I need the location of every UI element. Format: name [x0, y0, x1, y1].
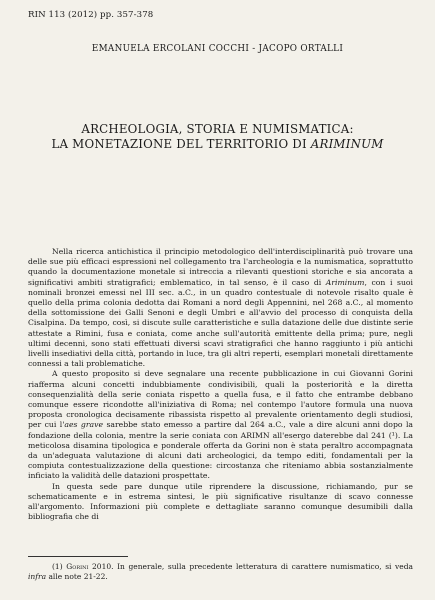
footnote-part-a: 2010. In generale, sulla precedente letteratura di carattere numismatico, si veda [88, 562, 413, 571]
title-line-1: ARCHEOLOGIA, STORIA E NUMISMATICA: [81, 122, 354, 136]
footnote-author: Gorini [66, 562, 89, 571]
footnote-number: (1) [52, 562, 67, 571]
paragraph-1-part-b: , con i suoi nominali bronzei emessi nel III sec. a.C., in un quadro contestuale di notevole risalto quale è quello della prima colonia dedotta dai Romani a nord degli Appennini, nel 268 a.C., al momento della sottomissione dei Galli Senoni e degli Umbri e all'avvio del processo di conquista della Cisalpina. Da tempo, così, si discute sulle caratteristiche e sulla datazione delle due distinte serie attestate a Rimini, fusa e coniata, come anche sull'autorità emittente della prima; pure, negli ultimi decenni, sono stati effettuati diversi scavi stratigrafici che hanno raggiunto i più antichi livelli insediativi della città, portando in luce, tra gli altri reperti, esemplari monetali direttamente connessi a tali problematiche. [28, 277, 413, 369]
footnote-1 [28, 562, 413, 582]
footnote-divider [28, 556, 128, 557]
paragraph-3: In questa sede pare dunque utile riprendere la discussione, richiamando, pur se schematicamente e in estrema sintesi, le più significative risultanze di scavo connesse all'argomento. Informazioni più complete e dettagliate saranno comunque desumibili dalla bibliografia che di [28, 481, 413, 522]
paragraph-2-italic: aes grave [64, 420, 103, 430]
body-text [28, 247, 413, 522]
paragraph-2-part-a: A questo proposito si deve segnalare una recente pubblicazione in cui Giovanni Gorini riafferma alcuni concetti indubbiamente condivisibili, quali la posteriorità e la diretta consequenzialità della serie coniata rispetto a quella fusa, e il fatto che entrambe debbano comunque essere ricondotte all'iniziativa di Roma; nel contempo l'autore formula una nuova proposta cronologica decisamente ribassista rispetto al prevalente orientamento degli studiosi, per cui l' [28, 369, 413, 430]
journal-reference: RIN 113 (2012) pp. 357-378 [28, 10, 154, 20]
title-line-2 [0, 137, 435, 152]
paragraph-1 [28, 247, 413, 369]
paragraph-2 [28, 369, 413, 481]
footnote-part-b: alle note 21-22. [46, 572, 108, 581]
author-line: EMANUELA ERCOLANI COCCHI - JACOPO ORTALLI [91, 44, 344, 54]
title-line-2-prefix: LA MONETAZIONE DEL TERRITORIO DI [51, 137, 311, 151]
paragraph-2-part-b: sarebbe stato emesso a partire dal 264 a.C., vale a dire alcuni anni dopo la fondazione della colonia, mentre la serie coniata con ARIMN all'esergo daterebbe dal 241 (¹). La meticolosa disamina tipologica e ponderale offerta da Gorini non è stata peraltro accompagnata da un'adeguata valutazione di alcuni dati archeologici, da tempo editi, fondamentali per la compiuta contestualizzazione della questione: circostanza che riteniamo abbia sostanzialmente inficiato la validità delle datazioni prospettate. [28, 420, 413, 481]
article-title [0, 122, 435, 152]
footnote-italic: infra [28, 572, 47, 581]
paragraph-1-part-a: Nella ricerca antichistica il principio metodologico dell'interdisciplinarità può trovare una delle sue più efficaci espressioni nel collegamento tra l'archeologia e la numismatica, soprattutto quando la documentazione monetale si intreccia a rilevanti questioni storiche e sia ancorata a significativi ambiti stratigrafici; emblematico, in tal senso, è il caso di [28, 247, 413, 287]
title-line-2-italic: ARIMINUM [310, 137, 384, 151]
paragraph-1-italic: Ariminum [325, 277, 365, 287]
